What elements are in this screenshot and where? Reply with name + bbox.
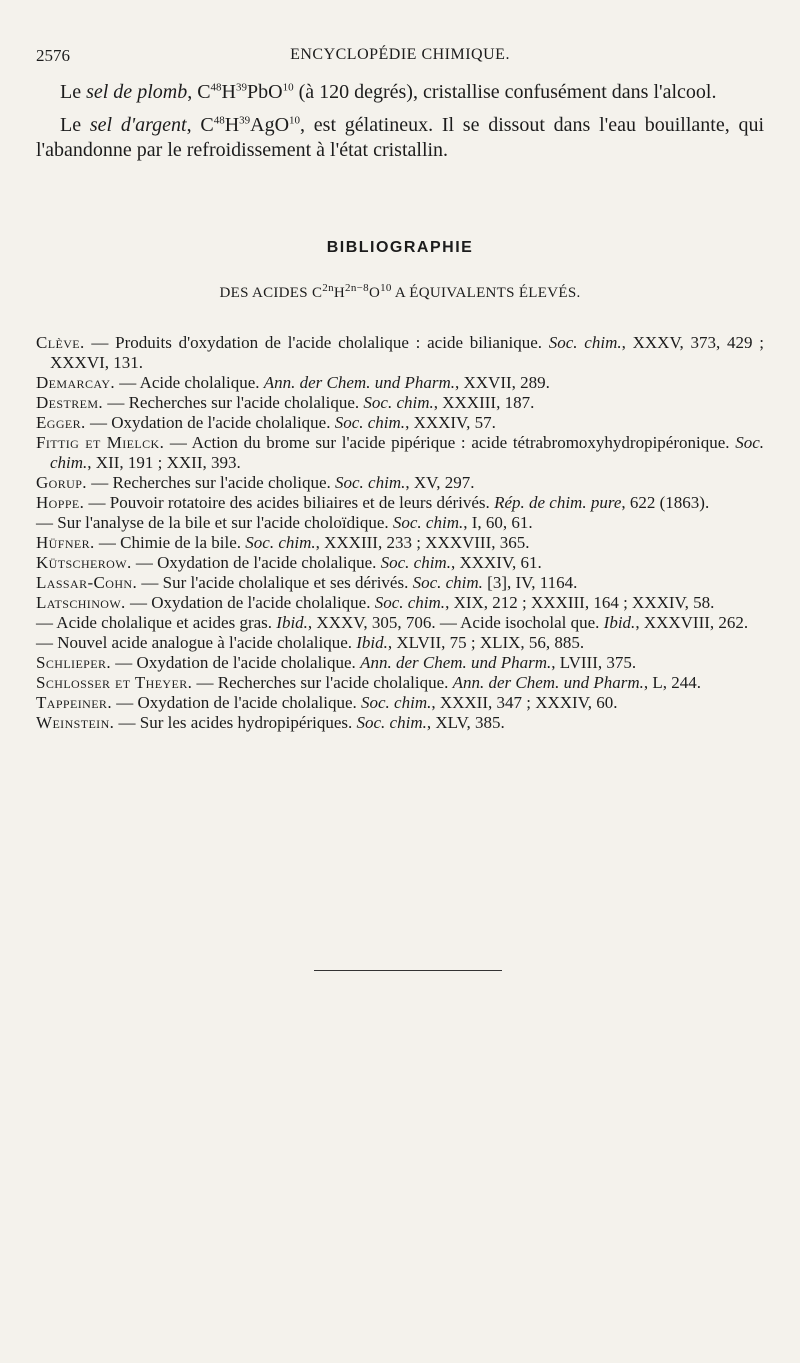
bibliography-entry: [36, 333, 764, 373]
entry-author: Hoppe.: [36, 493, 85, 512]
entry-author: Latschinow.: [36, 593, 126, 612]
entry-text: — Recherches sur l'acide cholique. Soc. chim., XV, 297.: [86, 473, 475, 492]
bibliography-entry: [36, 533, 764, 553]
page-number: 2576: [36, 46, 70, 65]
entry-author: Gorup.: [36, 473, 87, 492]
running-header: [36, 46, 764, 70]
chemical-formula: $C^{48}H^{39}AgO^{10}$: [200, 114, 301, 136]
bibliography-entry: [36, 373, 764, 393]
bibliography-entry: [36, 393, 764, 413]
entry-author: Hüfner.: [36, 533, 95, 552]
bibliography-entry: [36, 613, 764, 633]
bibliography-list: [36, 333, 764, 733]
entry-author: Schlosser et Theyer.: [36, 673, 193, 692]
entry-text: — Oxydation de l'acide cholalique. Ann. der Chem. und Pharm., LVIII, 375.: [111, 653, 637, 672]
entry-author: Fittig et Mielck.: [36, 433, 165, 452]
bibliography-subtitle: DES ACIDES $C^{2n}H^{2n-8}O^{10}$ A ÉQUIVALENTS ÉLEVÉS.: [219, 282, 581, 301]
entry-author: Egger.: [36, 413, 86, 432]
bibliography-entry: [36, 693, 764, 713]
bibliography-entry: [36, 433, 764, 473]
entry-text: — Oxydation de l'acide cholalique. Soc. chim., XXXIV, 57.: [85, 413, 496, 432]
bibliography-entry: [36, 593, 764, 613]
entry-text: — Acide cholalique et acides gras. Ibid., XXXV, 305, 706. — Acide isocholal que. Ibid., XXXVIII, 262.: [36, 613, 749, 632]
entry-text: — Sur l'analyse de la bile et sur l'acide choloïdique. Soc. chim., I, 60, 61.: [36, 513, 533, 532]
bibliography-entry: [36, 573, 764, 593]
bibliography-entry: [36, 413, 764, 433]
bibliography-title: BIBLIOGRAPHIE: [326, 239, 474, 256]
entry-author: Demarcay.: [36, 373, 116, 392]
entry-author: Weinstein.: [36, 713, 115, 732]
section-rule: [314, 970, 502, 971]
salt-name: sel de plomb: [86, 81, 188, 103]
entry-text: — Chimie de la bile. Soc. chim., XXXIII, 233 ; XXXVIII, 365.: [94, 533, 530, 552]
entry-author: Kütscherow.: [36, 553, 132, 572]
running-title: ENCYCLOPÉDIE CHIMIQUE.: [290, 46, 510, 63]
bibliography-entry: [36, 493, 764, 513]
entry-text: — Acide cholalique. Ann. der Chem. und Pharm., XXVII, 289.: [115, 373, 550, 392]
entry-author: Clève.: [36, 333, 85, 352]
bibliography-entry: [36, 673, 764, 693]
salt-name: sel d'argent: [89, 114, 187, 136]
entry-text: — Oxydation de l'acide cholalique. Soc. chim., XXXIV, 61.: [131, 553, 542, 572]
bibliography-entry: [36, 653, 764, 673]
entry-author: Tappeiner.: [36, 693, 112, 712]
entry-text: — Recherches sur l'acide cholalique. Ann. der Chem. und Pharm., L, 244.: [192, 673, 701, 692]
bibliography-entry: [36, 473, 764, 493]
entry-text: — Nouvel acide analogue à l'acide cholalique. Ibid., XLVII, 75 ; XLIX, 56, 885.: [36, 633, 585, 652]
entry-author: Schlieper.: [36, 653, 112, 672]
bibliography-entry: [36, 633, 764, 653]
intro-paragraph: Le sel d'argent, $C^{48}H^{39}AgO^{10}$, est gélatineux. Il se dissout dans l'eau bouillante, qui l'abandonne par le refroidissement à l'état cristallin.: [36, 114, 765, 161]
entry-author: Destrem.: [36, 393, 104, 412]
bibliography-entry: [36, 513, 764, 533]
entry-text: — Sur l'acide cholalique et ses dérivés. Soc. chim. [3], IV, 1164.: [137, 573, 578, 592]
chemical-formula: $C^{48}H^{39}PbO^{10}$: [197, 81, 294, 103]
entry-text: — Action du brome sur l'acide pipérique : acide tétrabromoxyhydropipéronique. Soc. chim., XII, 191 ; XXII, 393.: [50, 433, 764, 472]
entry-text: — Recherches sur l'acide cholalique. Soc. chim., XXXIII, 187.: [103, 393, 535, 412]
intro-text: [36, 80, 764, 171]
intro-paragraph: Le sel de plomb, $C^{48}H^{39}PbO^{10}$ (à 120 degrés), cristallise confusément dans l'alcool.: [60, 81, 717, 103]
entry-text: — Oxydation de l'acide cholalique. Soc. chim., XXXII, 347 ; XXXIV, 60.: [111, 693, 618, 712]
entry-text: — Oxydation de l'acide cholalique. Soc. chim., XIX, 212 ; XXXIII, 164 ; XXXIV, 58.: [125, 593, 715, 612]
bibliography-entry: [36, 553, 764, 573]
entry-text: — Sur les acides hydropipériques. Soc. chim., XLV, 385.: [114, 713, 505, 732]
entry-text: — Pouvoir rotatoire des acides biliaires et de leurs dérivés. Rép. de chim. pure, 622 (1863).: [84, 493, 710, 512]
bibliography-entry: [36, 713, 764, 733]
entry-text: — Produits d'oxydation de l'acide cholalique : acide bilianique. Soc. chim., XXXV, 373, 429 ; XXXVI, 131.: [50, 333, 765, 372]
entry-author: Lassar-Cohn.: [36, 573, 138, 592]
